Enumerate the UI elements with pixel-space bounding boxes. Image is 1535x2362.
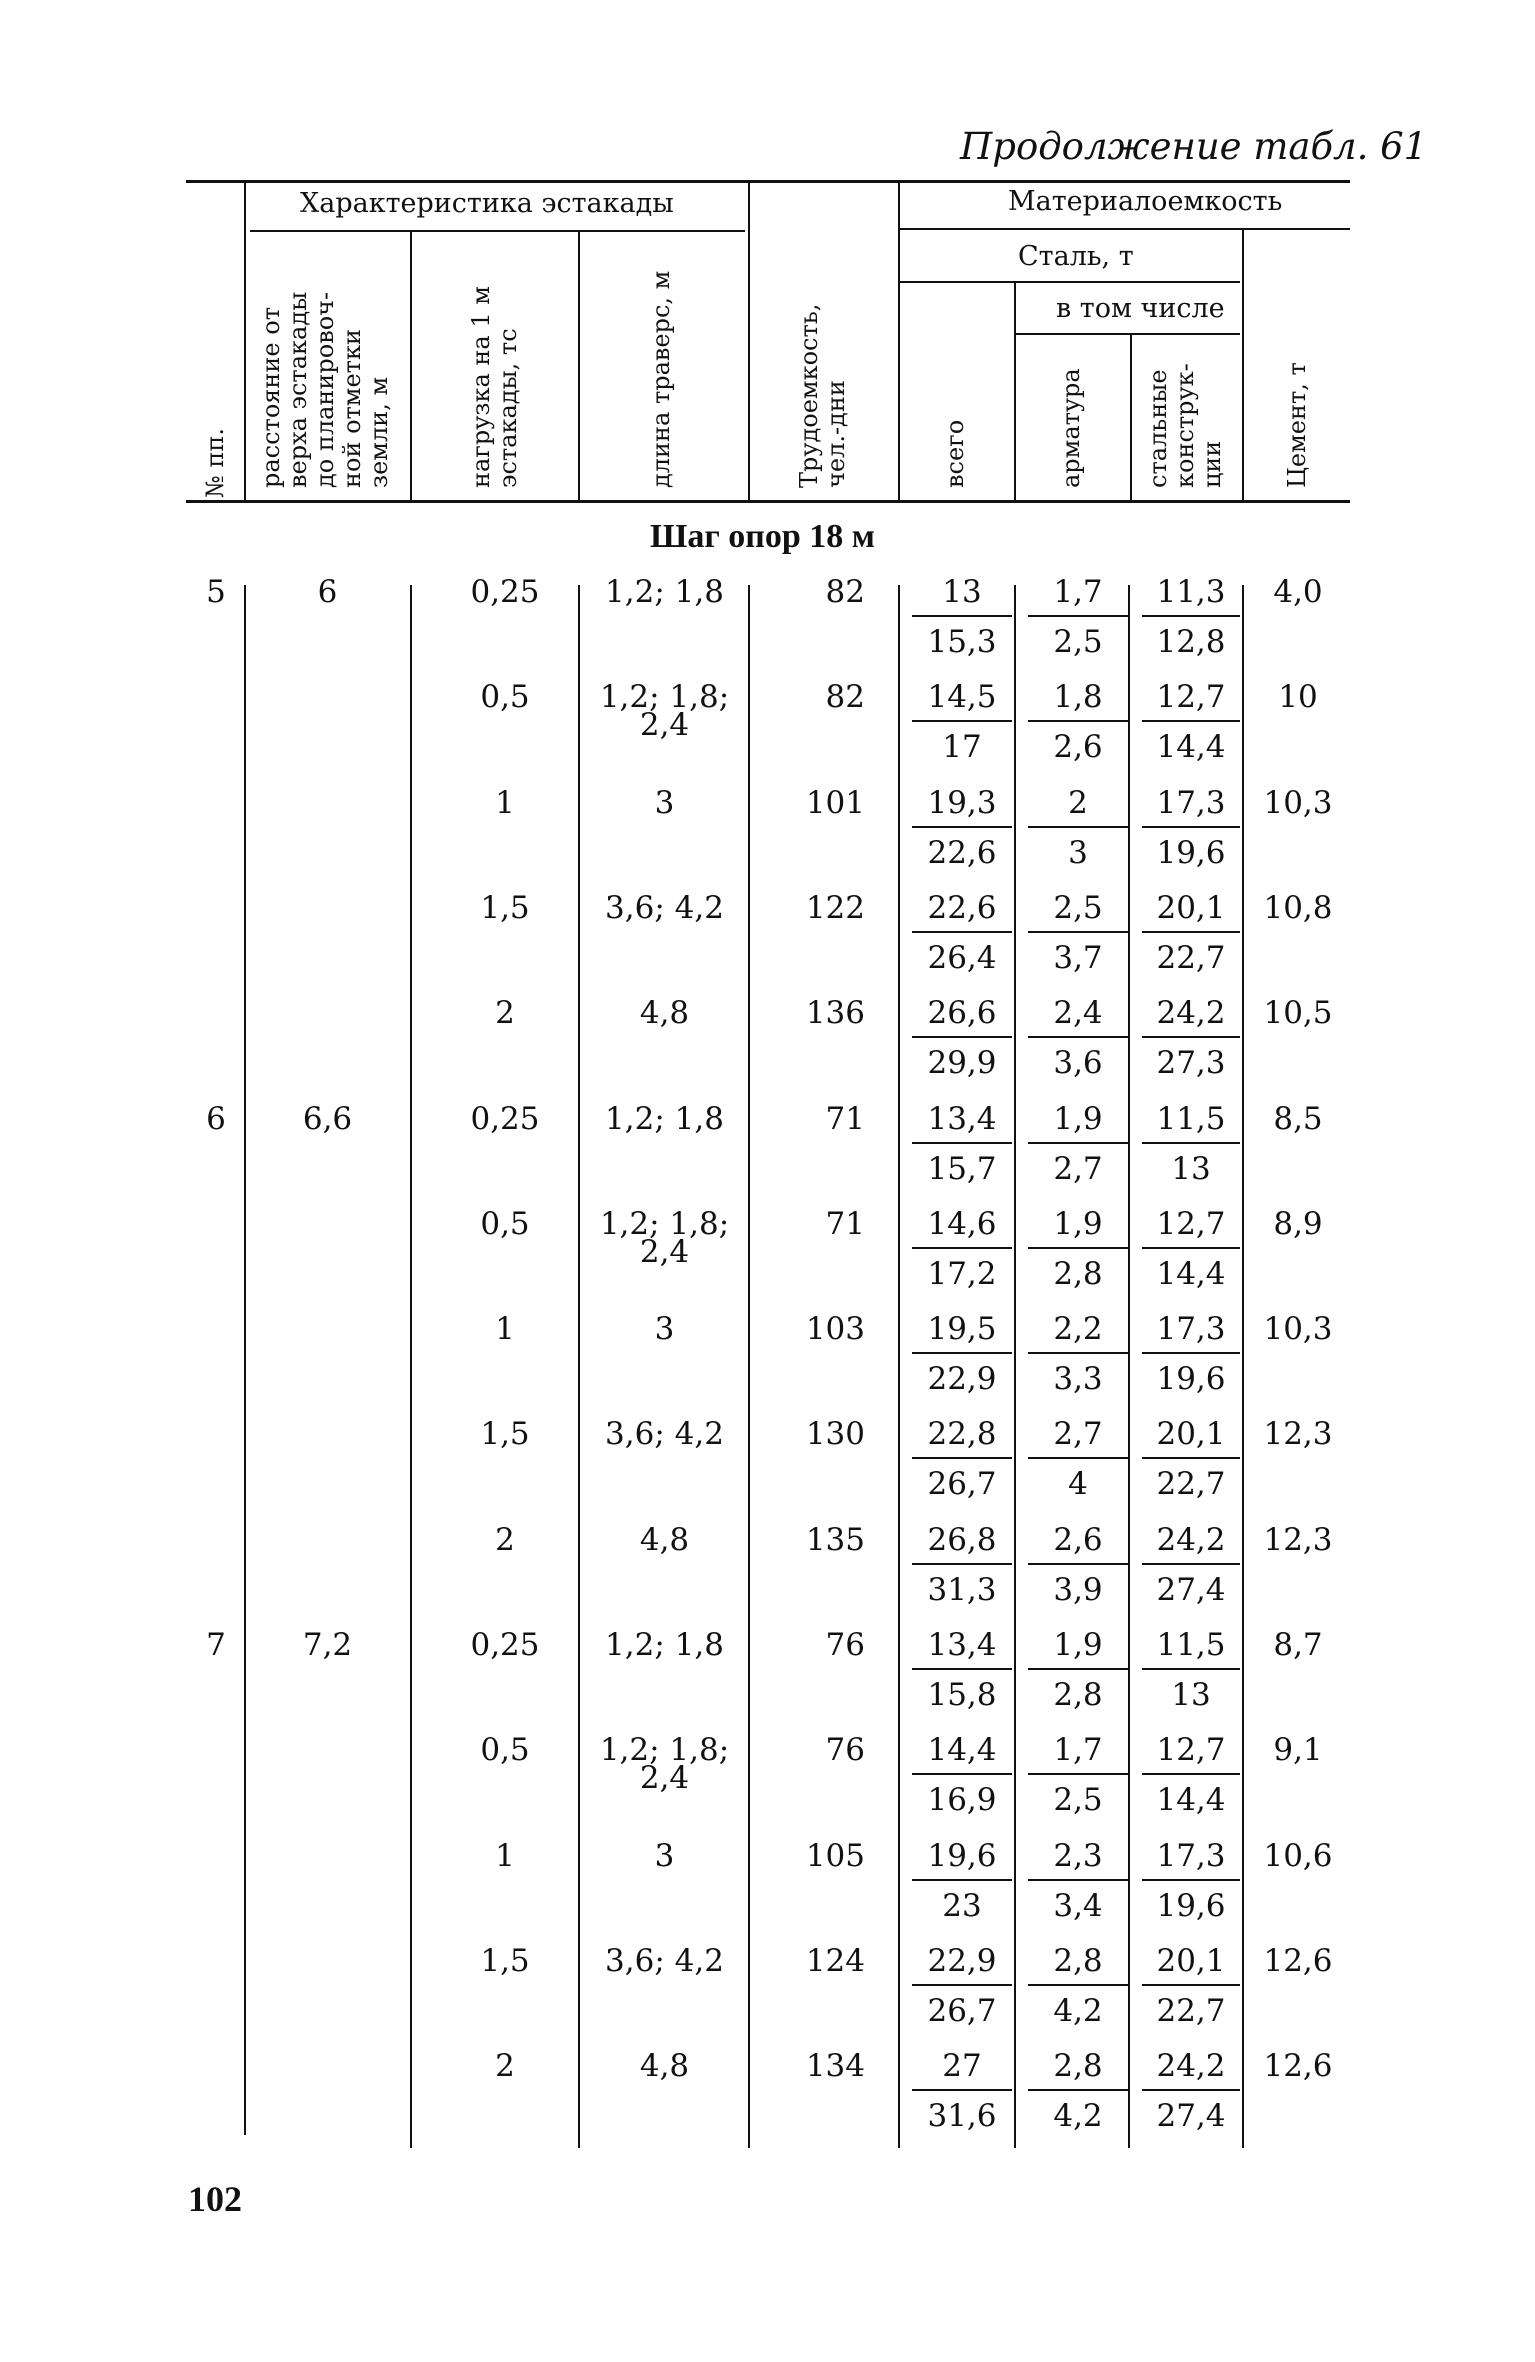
table-cell-reinforcement-numerator: 2,3 — [1028, 1839, 1128, 1881]
table-cell-steel-structures — [1142, 1733, 1240, 1817]
table-cell-cement: 10,3 — [1263, 784, 1333, 821]
table-cell-traverse: 3 — [654, 1837, 675, 1874]
table-cell-steel-structures — [1142, 996, 1240, 1080]
table-cell-reinforcement — [1028, 1628, 1128, 1712]
table-cell-steel-total-numerator: 26,8 — [912, 1523, 1012, 1565]
table-cell-steel-total-numerator: 13,4 — [912, 1102, 1012, 1144]
table-cell-labor: 103 — [805, 1311, 865, 1348]
table-cell-traverse: 1,2; 1,8 — [605, 1627, 724, 1663]
table-cell-steel-structures-numerator: 12,7 — [1142, 1207, 1240, 1249]
table-cell-traverse: 1,2; 1,8 — [605, 574, 724, 610]
table-cell-traverse: 3,6; 4,2 — [605, 1416, 724, 1453]
table-cell-steel-total — [912, 2049, 1012, 2133]
table-cell-steel-total-numerator: 14,4 — [912, 1733, 1012, 1775]
table-cell-steel-structures-numerator: 20,1 — [1142, 1944, 1240, 1986]
table-cell-traverse-cont: 2,4 — [639, 1233, 690, 1270]
table-cell-load: 1,5 — [480, 1942, 530, 1979]
table-cell-steel-total-numerator: 22,8 — [912, 1417, 1012, 1459]
table-cell-load: 0,5 — [480, 1732, 530, 1769]
table-cell-steel-total-numerator: 13 — [912, 575, 1012, 617]
table-cell-labor: 76 — [825, 1732, 865, 1769]
table-cell-cement: 10,8 — [1263, 889, 1333, 926]
table-cell-reinforcement-numerator: 1,8 — [1028, 680, 1128, 722]
table-cell-labor: 130 — [805, 1416, 865, 1453]
table-cell-steel-total-denominator: 31,6 — [927, 2098, 997, 2135]
body-vline — [1242, 585, 1244, 2148]
table-cell-steel-total — [912, 1628, 1012, 1712]
table-cell-traverse: 1,2; 1,8; — [599, 1732, 730, 1769]
table-cell-reinforcement-numerator: 2,2 — [1028, 1312, 1128, 1354]
table-cell-steel-total — [912, 996, 1012, 1080]
table-cell-steel-total-denominator: 22,9 — [927, 1361, 997, 1398]
table-cell-reinforcement-numerator: 2,5 — [1028, 891, 1128, 933]
table-cell-steel-total-numerator: 26,6 — [912, 996, 1012, 1038]
table-cell-steel-structures — [1142, 1102, 1240, 1186]
table-top-rule — [186, 180, 1350, 183]
group-rule-including — [1015, 333, 1240, 335]
table-cell-steel-total — [912, 891, 1012, 975]
table-cell-steel-structures — [1142, 575, 1240, 659]
table-cell-reinforcement — [1028, 1102, 1128, 1186]
table-cell-steel-structures-numerator: 20,1 — [1142, 1417, 1240, 1459]
table-cell-steel-structures-denominator: 27,3 — [1156, 1045, 1226, 1082]
col-header-load: нагрузка на 1 м эстакады, тс — [467, 286, 522, 488]
table-cell-steel-structures-numerator: 17,3 — [1142, 1839, 1240, 1881]
table-cell-steel-total — [912, 680, 1012, 764]
table-cell-steel-total — [912, 1102, 1012, 1186]
table-cell-traverse: 3 — [654, 784, 675, 821]
table-cell-labor: 82 — [825, 679, 865, 716]
table-cell-reinforcement — [1028, 1733, 1128, 1817]
table-cell-distance: 6 — [317, 574, 338, 610]
table-cell-reinforcement-denominator: 2,5 — [1053, 624, 1103, 660]
table-cell-steel-structures-denominator: 14,4 — [1156, 729, 1226, 766]
col-header-cement: Цемент, т — [1283, 362, 1311, 488]
table-cell-steel-structures-denominator: 14,4 — [1156, 1255, 1226, 1292]
table-cell-steel-total-denominator: 26,4 — [927, 939, 997, 976]
table-cell-reinforcement-denominator: 2,8 — [1053, 1255, 1103, 1292]
table-cell-reinforcement-denominator: 3,7 — [1053, 939, 1103, 976]
table-cell-reinforcement-numerator: 1,7 — [1028, 575, 1128, 617]
table-cell-reinforcement — [1028, 1523, 1128, 1607]
table-cell-no: 6 — [206, 1100, 226, 1137]
body-vline — [898, 585, 900, 2148]
page-number: 102 — [188, 2179, 242, 2219]
group-header-material: Материалоемкость — [1008, 186, 1283, 217]
table-cell-steel-structures-denominator: 19,6 — [1156, 1361, 1226, 1398]
col-header-traverse-length: длина траверс, м — [647, 270, 675, 488]
table-cell-steel-structures-numerator: 24,2 — [1142, 1523, 1240, 1565]
table-cell-reinforcement-denominator: 2,7 — [1053, 1150, 1103, 1187]
table-cell-reinforcement-denominator: 2,5 — [1053, 1782, 1103, 1819]
table-cell-load: 1 — [495, 1311, 515, 1348]
table-cell-steel-total-numerator: 22,6 — [912, 891, 1012, 933]
table-cell-steel-total-denominator: 22,6 — [927, 834, 997, 871]
table-cell-labor: 124 — [805, 1942, 865, 1979]
table-cell-load: 1,5 — [480, 889, 530, 926]
table-cell-labor: 105 — [805, 1837, 865, 1874]
table-cell-reinforcement-numerator: 2 — [1028, 786, 1128, 828]
table-cell-steel-structures-numerator: 12,7 — [1142, 1733, 1240, 1775]
table-cell-steel-total-denominator: 23 — [942, 1887, 982, 1924]
table-cell-steel-structures — [1142, 1944, 1240, 2028]
table-cell-cement: 10,6 — [1263, 1837, 1333, 1874]
table-cell-reinforcement-denominator: 4 — [1068, 1466, 1088, 1503]
table-cell-reinforcement-numerator: 2,4 — [1028, 996, 1128, 1038]
table-cell-reinforcement — [1028, 575, 1128, 659]
header-vline — [410, 232, 412, 500]
table-cell-steel-structures-numerator: 17,3 — [1142, 786, 1240, 828]
table-cell-cement: 9,1 — [1273, 1732, 1323, 1769]
table-cell-steel-total — [912, 1417, 1012, 1501]
table-cell-traverse: 3,6; 4,2 — [605, 889, 724, 926]
table-cell-cement: 12,3 — [1263, 1521, 1333, 1558]
table-cell-steel-structures-numerator: 20,1 — [1142, 891, 1240, 933]
table-cell-steel-total-numerator: 19,3 — [912, 786, 1012, 828]
table-cell-traverse: 4,8 — [639, 2048, 690, 2085]
table-cell-steel-structures — [1142, 2049, 1240, 2133]
table-cell-reinforcement — [1028, 1207, 1128, 1291]
col-header-reinforcement: арматура — [1057, 368, 1085, 488]
col-header-total: всего — [941, 419, 969, 488]
col-header-labor: Трудоемкость, чел.-дни — [795, 303, 850, 488]
table-cell-steel-total-numerator: 14,6 — [912, 1207, 1012, 1249]
table-cell-load: 2 — [495, 1521, 515, 1558]
table-cell-steel-structures-denominator: 14,4 — [1156, 1782, 1226, 1819]
table-cell-steel-structures-numerator: 11,3 — [1142, 575, 1240, 617]
header-vline — [1242, 230, 1244, 500]
table-cell-steel-structures-numerator: 11,5 — [1142, 1102, 1240, 1144]
group-rule-steel — [900, 281, 1240, 283]
table-cell-steel-structures-denominator: 22,7 — [1156, 1992, 1226, 2029]
table-cell-steel-structures — [1142, 1312, 1240, 1396]
table-cell-steel-structures — [1142, 1628, 1240, 1712]
table-cell-steel-structures — [1142, 786, 1240, 870]
table-cell-load: 2 — [495, 995, 515, 1032]
table-cell-traverse: 4,8 — [639, 995, 690, 1032]
group-header-steel: Сталь, т — [1018, 241, 1134, 272]
col-header-steel-structures: стальные конструк- ции — [1144, 363, 1226, 488]
table-cell-distance: 7,2 — [302, 1627, 353, 1663]
table-cell-labor: 82 — [825, 574, 865, 610]
header-bottom-rule — [186, 500, 1350, 503]
table-cell-steel-structures-numerator: 24,2 — [1142, 2049, 1240, 2091]
header-vline — [578, 232, 580, 500]
table-cell-reinforcement-numerator: 1,9 — [1028, 1207, 1128, 1249]
table-cell-load: 0,5 — [480, 679, 530, 716]
table-cell-traverse: 1,2; 1,8; — [599, 679, 730, 716]
table-cell-reinforcement-numerator: 2,6 — [1028, 1523, 1128, 1565]
table-cell-steel-total — [912, 575, 1012, 659]
table-cell-reinforcement-numerator: 2,8 — [1028, 2049, 1128, 2091]
table-cell-steel-structures-denominator: 13 — [1171, 1677, 1211, 1713]
table-cell-steel-structures — [1142, 891, 1240, 975]
table-cell-traverse-cont: 2,4 — [639, 707, 690, 744]
table-cell-traverse: 3,6; 4,2 — [605, 1942, 724, 1979]
table-cell-steel-total-denominator: 15,7 — [927, 1150, 997, 1187]
table-cell-load: 2 — [495, 2048, 515, 2085]
table-cell-cement: 4,0 — [1273, 574, 1323, 610]
table-cell-cement: 8,9 — [1273, 1205, 1323, 1242]
table-cell-reinforcement-numerator: 2,8 — [1028, 1944, 1128, 1986]
table-cell-labor: 71 — [825, 1205, 865, 1242]
table-cell-cement: 8,7 — [1273, 1627, 1323, 1663]
table-cell-reinforcement — [1028, 1839, 1128, 1923]
table-cell-reinforcement-denominator: 4,2 — [1053, 1992, 1103, 2029]
table-cell-steel-structures — [1142, 680, 1240, 764]
table-cell-cement: 10,3 — [1263, 1311, 1333, 1348]
table-cell-reinforcement-denominator: 3,9 — [1053, 1571, 1103, 1608]
table-cell-steel-structures — [1142, 1523, 1240, 1607]
header-vline — [748, 182, 750, 500]
table-cell-load: 1 — [495, 784, 515, 821]
table-cell-steel-structures-denominator: 27,4 — [1156, 1571, 1226, 1608]
table-cell-steel-structures — [1142, 1207, 1240, 1291]
col-header-no: № пп. — [201, 428, 229, 498]
table-cell-reinforcement-denominator: 3,6 — [1053, 1045, 1103, 1082]
table-cell-steel-total-denominator: 29,9 — [927, 1045, 997, 1082]
table-cell-steel-total — [912, 1312, 1012, 1396]
table-cell-steel-structures-denominator: 19,6 — [1156, 834, 1226, 871]
table-cell-reinforcement-numerator: 2,7 — [1028, 1417, 1128, 1459]
table-cell-steel-structures-denominator: 22,7 — [1156, 939, 1226, 976]
body-vline — [410, 585, 412, 2148]
table-cell-no: 7 — [206, 1627, 226, 1663]
table-cell-traverse-cont: 2,4 — [639, 1760, 690, 1797]
table-cell-load: 0,25 — [470, 1100, 540, 1137]
group-header-characteristics: Характеристика эстакады — [300, 188, 674, 219]
body-vline — [1128, 585, 1130, 2148]
table-cell-reinforcement-denominator: 3,4 — [1053, 1887, 1103, 1924]
table-cell-traverse: 4,8 — [639, 1521, 690, 1558]
table-cell-steel-total — [912, 1207, 1012, 1291]
table-cell-reinforcement-denominator: 2,8 — [1053, 1677, 1103, 1713]
table-cell-load: 0,5 — [480, 1205, 530, 1242]
table-cell-steel-total — [912, 1523, 1012, 1607]
table-cell-reinforcement-denominator: 3,3 — [1053, 1361, 1103, 1398]
table-cell-load: 1 — [495, 1837, 515, 1874]
table-cell-load: 0,25 — [470, 1627, 540, 1663]
table-cell-steel-total — [912, 1944, 1012, 2028]
table-cell-load: 1,5 — [480, 1416, 530, 1453]
table-cell-steel-total — [912, 1733, 1012, 1817]
table-cell-labor: 71 — [825, 1100, 865, 1137]
table-cell-reinforcement-numerator: 1,7 — [1028, 1733, 1128, 1775]
table-cell-reinforcement — [1028, 680, 1128, 764]
table-cell-reinforcement — [1028, 786, 1128, 870]
table-cell-steel-structures-denominator: 13 — [1171, 1150, 1211, 1187]
table-cell-cement: 12,6 — [1263, 2048, 1333, 2085]
table-cell-cement: 12,3 — [1263, 1416, 1333, 1453]
table-cell-steel-total-denominator: 15,3 — [927, 624, 997, 660]
header-vline — [1014, 283, 1016, 500]
table-cell-steel-total-denominator: 17,2 — [927, 1255, 997, 1292]
body-vline — [1014, 585, 1016, 2148]
table-cell-steel-total-denominator: 26,7 — [927, 1992, 997, 2029]
body-vline — [748, 585, 750, 2148]
group-header-including: в том числе — [1056, 293, 1225, 324]
col-header-distance: расстояние от верха эстакады до планировоч- ной отметки земли, м — [257, 291, 393, 488]
table-caption: Продолжение табл. 61 — [960, 125, 1428, 168]
table-cell-steel-total-numerator: 27 — [912, 2049, 1012, 2091]
group-rule-characteristics — [250, 230, 745, 232]
table-cell-steel-structures — [1142, 1417, 1240, 1501]
section-title: Шаг опор 18 м — [650, 518, 875, 555]
table-cell-steel-structures-denominator: 22,7 — [1156, 1466, 1226, 1503]
table-cell-steel-total-denominator: 16,9 — [927, 1782, 997, 1819]
table-cell-labor: 136 — [805, 995, 865, 1032]
table-cell-cement: 12,6 — [1263, 1942, 1333, 1979]
table-cell-reinforcement — [1028, 891, 1128, 975]
table-cell-labor: 76 — [825, 1627, 865, 1663]
table-cell-steel-structures-denominator: 12,8 — [1156, 624, 1226, 660]
table-cell-no: 5 — [206, 574, 226, 610]
table-cell-steel-total-denominator: 31,3 — [927, 1571, 997, 1608]
table-cell-steel-total-numerator: 19,5 — [912, 1312, 1012, 1354]
table-cell-steel-total-numerator: 13,4 — [912, 1628, 1012, 1670]
header-vline — [244, 182, 246, 500]
table-cell-steel-total-denominator: 15,8 — [927, 1677, 997, 1713]
table-cell-steel-structures-numerator: 12,7 — [1142, 680, 1240, 722]
table-cell-reinforcement-denominator: 4,2 — [1053, 2098, 1103, 2135]
header-vline — [898, 182, 900, 500]
table-cell-reinforcement — [1028, 996, 1128, 1080]
table-cell-labor: 134 — [805, 2048, 865, 2085]
table-cell-load: 0,25 — [470, 574, 540, 610]
table-cell-traverse: 3 — [654, 1311, 675, 1348]
table-cell-steel-structures-numerator: 24,2 — [1142, 996, 1240, 1038]
table-cell-labor: 135 — [805, 1521, 865, 1558]
table-cell-reinforcement-numerator: 1,9 — [1028, 1628, 1128, 1670]
body-vline — [244, 585, 246, 2135]
table-cell-labor: 101 — [805, 784, 865, 821]
table-cell-reinforcement-denominator: 3 — [1068, 834, 1088, 871]
table-cell-reinforcement-numerator: 1,9 — [1028, 1102, 1128, 1144]
table-cell-labor: 122 — [805, 889, 865, 926]
table-cell-reinforcement — [1028, 2049, 1128, 2133]
table-cell-traverse: 1,2; 1,8 — [605, 1100, 724, 1137]
table-cell-cement: 10,5 — [1263, 995, 1333, 1032]
table-cell-steel-total — [912, 786, 1012, 870]
table-cell-reinforcement — [1028, 1944, 1128, 2028]
table-cell-steel-total-denominator: 17 — [942, 729, 982, 766]
table-cell-steel-total-numerator: 22,9 — [912, 1944, 1012, 1986]
header-vline — [1130, 335, 1132, 500]
table-cell-reinforcement-denominator: 2,6 — [1053, 729, 1103, 766]
table-cell-steel-structures — [1142, 1839, 1240, 1923]
table-cell-traverse: 1,2; 1,8; — [599, 1205, 730, 1242]
table-cell-steel-total-numerator: 19,6 — [912, 1839, 1012, 1881]
table-cell-steel-structures-denominator: 27,4 — [1156, 2098, 1226, 2135]
table-cell-reinforcement — [1028, 1417, 1128, 1501]
table-cell-cement: 10 — [1278, 679, 1318, 716]
group-rule-material — [900, 228, 1350, 230]
table-cell-distance: 6,6 — [302, 1100, 353, 1137]
table-cell-steel-total-numerator: 14,5 — [912, 680, 1012, 722]
table-cell-steel-total — [912, 1839, 1012, 1923]
table-cell-steel-total-denominator: 26,7 — [927, 1466, 997, 1503]
table-cell-steel-structures-numerator: 11,5 — [1142, 1628, 1240, 1670]
table-cell-steel-structures-denominator: 19,6 — [1156, 1887, 1226, 1924]
table-cell-steel-structures-numerator: 17,3 — [1142, 1312, 1240, 1354]
table-cell-reinforcement — [1028, 1312, 1128, 1396]
table-cell-cement: 8,5 — [1273, 1100, 1323, 1137]
